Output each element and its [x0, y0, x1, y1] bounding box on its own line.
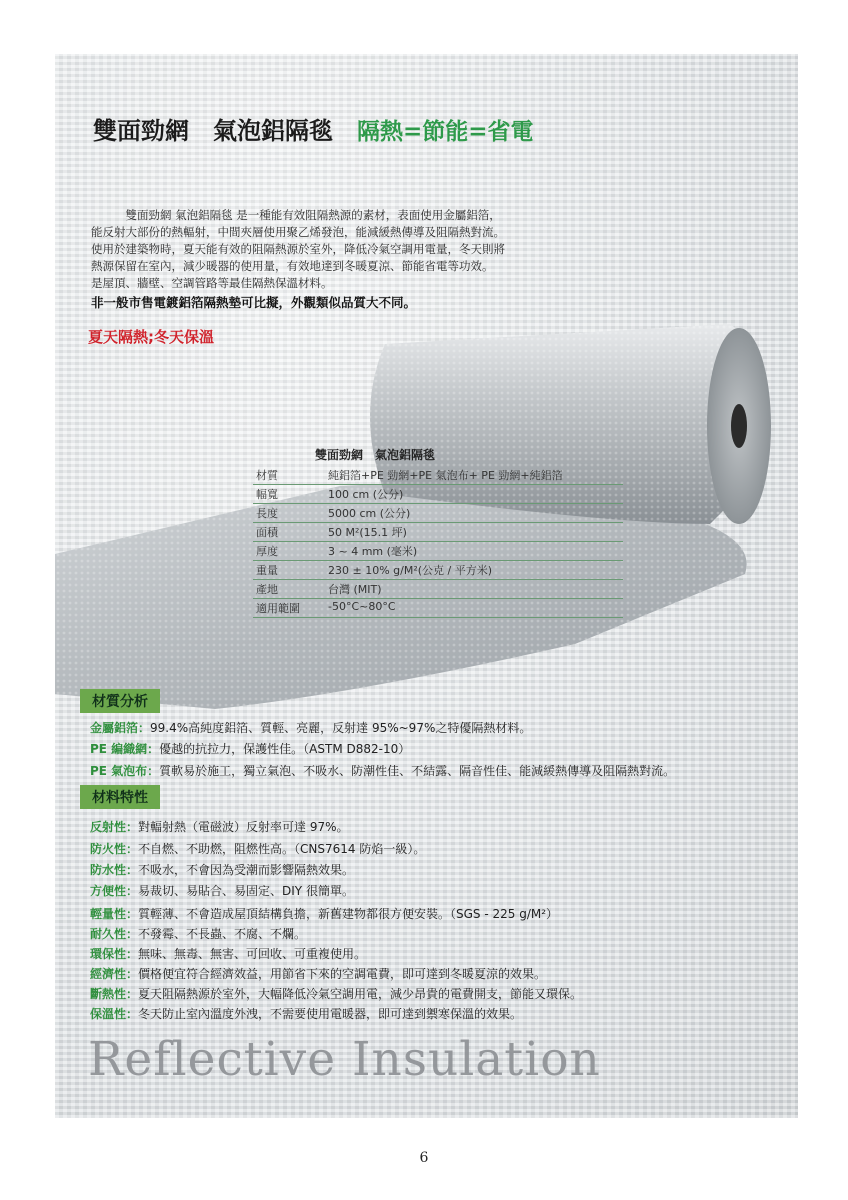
spec-label: 適用範圍: [256, 602, 300, 615]
feature-key: 經濟性：: [90, 967, 139, 981]
spec-label: 面積: [256, 526, 278, 539]
spec-label: 幅寬: [256, 488, 278, 501]
spec-value: -50°C~80°C: [328, 600, 396, 613]
feature-item: [90, 985, 582, 1002]
feature-item: [90, 945, 366, 962]
spec-value: 3 ~ 4 mm (毫米): [328, 545, 418, 558]
intro-line: 使用於建築物時，夏天能有效的阻隔熱源於室外，降低冷氣空調用電量，冬天則將: [91, 242, 505, 256]
intro-emphasis: 非一般市售電鍍鋁箔隔熱墊可比擬，外觀類似品質大不同。: [91, 295, 417, 310]
material-features-heading: 材料特性: [80, 785, 160, 809]
analysis-item: [90, 740, 410, 757]
feature-item: [90, 840, 425, 857]
spec-row: [253, 485, 623, 504]
summer-winter-slogan: 夏天隔熱;冬天保溫: [88, 328, 214, 346]
spec-row: [253, 580, 623, 599]
feature-text: 對輻射熱（電磁波）反射率可達 97%。: [138, 820, 349, 834]
feature-text: 不發霉、不長蟲、不腐、不爛。: [138, 927, 307, 941]
page-tagline: 隔熱=節能=省電: [357, 119, 534, 145]
feature-key: 防火性：: [90, 842, 139, 856]
intro-line: 能反射大部份的熱輻射，中間夾層使用聚乙烯發泡，能減緩熱傳導及阻隔熱對流。: [91, 225, 505, 239]
feature-text: 無味、無毒、無害、可回收、可重複使用。: [138, 947, 367, 961]
feature-text: 價格便宜符合經濟效益，用節省下來的空調電費，即可達到冬暖夏涼的效果。: [138, 967, 547, 981]
analysis-text: 質軟易於施工，獨立氣泡、不吸水、防潮性佳、不結露、隔音性佳、能減緩熱傳導及阻隔熱對流。: [159, 764, 676, 778]
analysis-item: [90, 719, 531, 736]
feature-key: 方便性：: [90, 884, 139, 898]
feature-key: 反射性：: [90, 820, 139, 834]
analysis-key: PE 編織網：: [90, 742, 160, 756]
page-title: 雙面勁網 氣泡鋁隔毯: [93, 117, 333, 145]
intro-line: 是屋頂、牆壁、空調管路等最佳隔熱保溫材料。: [91, 276, 333, 290]
feature-item: [90, 965, 546, 982]
analysis-item: [90, 762, 675, 779]
analysis-key: 金屬鋁箔：: [90, 721, 151, 735]
feature-item: [90, 1005, 522, 1022]
feature-key: 耐久性：: [90, 927, 139, 941]
intro-line: 熱源保留在室內，減少暖器的使用量，有效地達到冬暖夏涼、節能省電等功效。: [91, 259, 494, 273]
spec-table-title: 雙面勁網 氣泡鋁隔毯: [315, 448, 436, 462]
spec-value: 230 ± 10% g/M²(公克 / 平方米): [328, 564, 493, 577]
spec-label: 長度: [256, 507, 278, 520]
feature-key: 斷熱性：: [90, 987, 139, 1001]
spec-value: 50 M²(15.1 坪): [328, 526, 407, 539]
feature-text: 冬天防止室內溫度外洩，不需要使用電暖器，即可達到禦寒保溫的效果。: [138, 1007, 523, 1021]
spec-row: [253, 466, 623, 485]
spec-row: [253, 542, 623, 561]
spec-label: 厚度: [256, 545, 278, 558]
spec-value: 5000 cm (公分): [328, 507, 411, 520]
feature-text: 不吸水，不會因為受潮而影響隔熱效果。: [138, 863, 355, 877]
feature-text: 夏天阻隔熱源於室外，大幅降低冷氣空調用電，減少昂貴的電費開支，節能又環保。: [138, 987, 583, 1001]
spec-row: [253, 523, 623, 542]
feature-item: [90, 905, 558, 922]
spec-value: 100 cm (公分): [328, 488, 404, 501]
feature-item: [90, 882, 354, 899]
feature-item: [90, 861, 354, 878]
spec-label: 產地: [256, 583, 278, 596]
feature-key: 輕量性：: [90, 907, 139, 921]
spec-row: [253, 599, 623, 618]
feature-item: [90, 925, 306, 942]
feature-key: 保溫性：: [90, 1007, 139, 1021]
feature-text: 不自燃、不助燃，阻燃性高。（CNS7614 防焰一級）。: [138, 842, 426, 856]
analysis-key: PE 氣泡布：: [90, 764, 160, 778]
analysis-text: 優越的抗拉力，保護性佳。（ASTM D882-10）: [159, 742, 411, 756]
spec-row: [253, 561, 623, 580]
analysis-text: 99.4%高純度鋁箔、質輕、亮麗，反射達 95%~97%之特優隔熱材料。: [150, 721, 532, 735]
spec-value: 純鋁箔+PE 勁網+PE 氣泡布+ PE 勁網+純鋁箔: [328, 469, 563, 482]
feature-item: [90, 818, 349, 835]
intro-line: 雙面勁網 氣泡鋁隔毯 是一種能有效阻隔熱源的素材，表面使用金屬鋁箔，: [91, 208, 501, 222]
spec-value: 台灣 (MIT): [328, 583, 382, 596]
feature-key: 環保性：: [90, 947, 139, 961]
material-analysis-heading: 材質分析: [80, 689, 160, 713]
spec-label: 重量: [256, 564, 278, 577]
watermark-text: Reflective Insulation: [88, 1032, 601, 1087]
spec-label: 材質: [256, 469, 278, 482]
feature-text: 易裁切、易貼合、易固定、DIY 很簡單。: [138, 884, 354, 898]
feature-text: 質輕薄、不會造成屋頂結構負擔，新舊建物都很方便安裝。（SGS - 225 g/M²）: [138, 907, 559, 921]
page-number: 6: [419, 1150, 429, 1166]
feature-key: 防水性：: [90, 863, 139, 877]
spec-row: [253, 504, 623, 523]
